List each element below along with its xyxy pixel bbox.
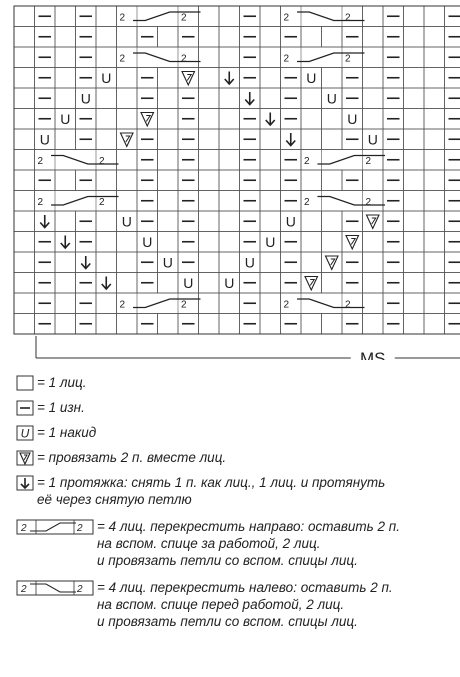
cable-count: 2 [119,53,126,65]
yarn-over-mark: U [306,70,317,86]
cable-count: 2 [37,197,44,208]
cable-count: 2 [304,156,310,167]
legend-cross-left [16,579,456,630]
yarn-over-mark: U [60,111,71,127]
knit-symbol [16,375,34,391]
cross-left-symbol [16,580,94,596]
yarn-over-mark: U [101,70,112,86]
legend-yarn-over [16,424,456,441]
legend-knit [16,374,456,391]
yarn-over-mark: U [326,90,337,107]
cross-right-symbol [16,519,94,535]
legend-knit-text: = 1 лиц. [37,375,87,390]
yarn-over-mark: U [367,131,378,148]
yarn-over-glyph: U [20,426,30,441]
cable-count: 2 [181,12,187,24]
legend-sk2p [16,474,456,508]
cross-left-count-b: 2 [77,584,83,595]
legend-sk2p-text: = 1 протяжка: снять 1 п. как лиц., 1 лиц. и протянуть её через снятую петлю [37,475,386,507]
cable-count: 2 [119,12,126,24]
yarn-over-mark: U [224,275,235,291]
yarn-over-symbol [16,425,34,441]
legend-purl [16,399,456,416]
cable-count: 2 [181,53,187,65]
yarn-over-mark: U [183,275,194,291]
legend-k2tog-text: = провязать 2 п. вместе лиц. [37,450,227,465]
yarn-over-mark: U [80,90,91,107]
cross-left-count-a: 2 [21,584,27,595]
cable-count: 2 [99,197,105,208]
cross-right-count-a: 2 [21,523,27,534]
legend-k2tog [16,449,456,466]
cable-count: 2 [283,12,290,24]
cable-count: 2 [345,53,351,65]
legend-purl-text: = 1 изн. [37,400,85,415]
cable-count: 2 [181,299,187,311]
cable-count: 2 [365,197,372,208]
yarn-over-mark: U [265,234,276,250]
yarn-over-mark: U [121,213,132,230]
yarn-over-mark: U [162,254,173,271]
legend [16,374,456,640]
yarn-over-mark: U [142,234,153,250]
cable-count: 2 [37,156,44,167]
yarn-over-mark: U [244,254,255,271]
cable-count: 2 [283,53,290,65]
legend-cross-right [16,518,456,569]
cable-count: 2 [99,156,105,167]
sk2p-symbol [16,475,34,491]
legend-cross-right-text: = 4 лиц. перекрестить направо: оставить 2 п. на вспом. спице за работой, 2 лиц. и провязать петли со вспом. спицы лиц. [97,519,400,568]
yarn-over-mark: U [347,111,358,127]
legend-yarn-over-text: = 1 накид [37,425,97,440]
cable-count: 2 [345,12,351,24]
cable-count: 2 [345,299,351,311]
yarn-over-mark: U [39,131,50,148]
ms-label: MS [360,349,386,360]
cable-count: 2 [119,299,126,311]
yarn-over-mark: U [285,213,296,230]
cable-count: 2 [304,197,310,208]
legend-cross-left-text: = 4 лиц. перекрестить налево: оставить 2 п. на вспом. спице перед работой, 2 лиц. и провязать петли со вспом. спицы лиц. [97,580,393,629]
purl-symbol [16,400,34,416]
cable-count: 2 [283,299,290,311]
cable-count: 2 [365,156,372,167]
k2tog-symbol [16,450,34,466]
cross-right-count-b: 2 [77,523,83,534]
